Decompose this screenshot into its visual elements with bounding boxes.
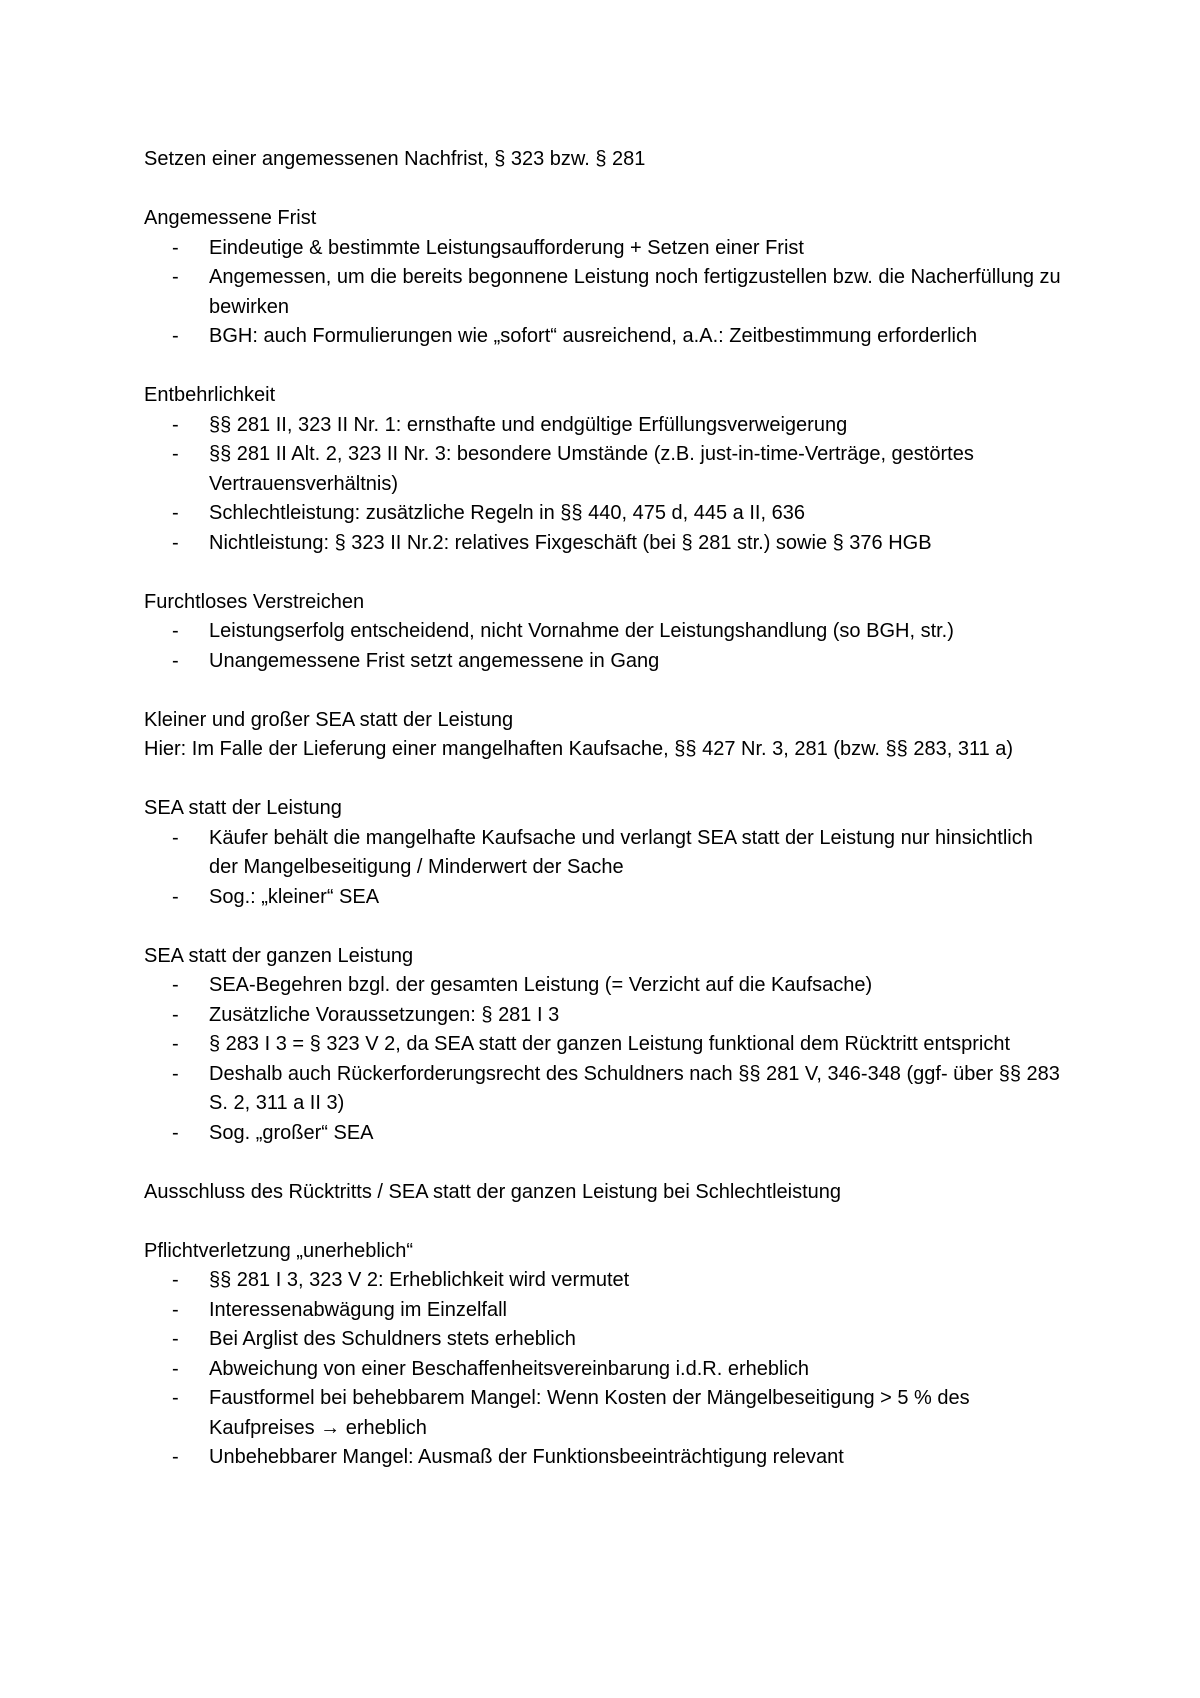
dash-bullet: - bbox=[172, 413, 179, 436]
dash-bullet: - bbox=[172, 1446, 179, 1468]
list-item-text: Faustformel bei behebbarem Mangel: Wenn Kosten der Mängelbeseitigung > 5 % des Kaufpreises → erheblich bbox=[209, 1387, 970, 1439]
dash-bullet: - bbox=[172, 531, 179, 554]
document-page bbox=[144, 145, 1064, 1473]
dash-bullet: - bbox=[172, 1003, 179, 1026]
list-item-text: Abweichung von einer Beschaffenheitsvereinbarung i.d.R. erheblich bbox=[209, 1357, 810, 1380]
bullet-list bbox=[144, 824, 1064, 913]
paragraph-gap bbox=[144, 352, 1064, 382]
paragraph-gap bbox=[144, 1207, 1064, 1237]
list-item bbox=[144, 499, 1064, 529]
bullet-list bbox=[144, 1266, 1064, 1473]
bullet-list bbox=[144, 411, 1064, 559]
dash-bullet: - bbox=[172, 885, 179, 908]
list-item bbox=[144, 1443, 1064, 1473]
list-item-text: Leistungserfolg entscheidend, nicht Vornahme der Leistungshandlung (so BGH, str.) bbox=[209, 620, 954, 642]
dash-bullet: - bbox=[172, 1298, 179, 1321]
list-item-text: Deshalb auch Rückerforderungsrecht des Schuldners nach §§ 281 V, 346-348 (ggf- über §§ 283 S. 2, 311 a II 3) bbox=[209, 1062, 1060, 1114]
list-item-text: Eindeutige & bestimmte Leistungsaufforderung + Setzen einer Frist bbox=[209, 236, 804, 259]
list-item bbox=[144, 263, 1064, 322]
dash-bullet: - bbox=[172, 236, 179, 259]
list-item-text: Unangemessene Frist setzt angemessene in Gang bbox=[209, 649, 660, 672]
dash-bullet: - bbox=[172, 1033, 179, 1055]
list-item-text: Nichtleistung: § 323 II Nr.2: relatives Fixgeschäft (bei § 281 str.) sowie § 376 HGB bbox=[209, 531, 932, 554]
list-item-text: SEA-Begehren bzgl. der gesamten Leistung (= Verzicht auf die Kaufsache) bbox=[209, 974, 873, 996]
list-item bbox=[144, 1355, 1064, 1385]
dash-bullet: - bbox=[172, 443, 179, 465]
list-item-text: Unbehebbarer Mangel: Ausmaß der Funktionsbeeinträchtigung relevant bbox=[209, 1446, 844, 1468]
list-item bbox=[144, 647, 1064, 677]
dash-bullet: - bbox=[172, 1357, 179, 1380]
section-heading: SEA statt der ganzen Leistung bbox=[144, 944, 414, 967]
section-heading: Entbehrlichkeit bbox=[144, 384, 276, 406]
list-item-text: BGH: auch Formulierungen wie „sofort“ ausreichend, a.A.: Zeitbestimmung erforderlich bbox=[209, 325, 978, 347]
list-item bbox=[144, 322, 1064, 352]
dash-bullet: - bbox=[172, 649, 179, 672]
dash-bullet: - bbox=[172, 1269, 179, 1291]
list-item bbox=[144, 440, 1064, 499]
bullet-list bbox=[144, 234, 1064, 352]
paragraph-gap bbox=[144, 912, 1064, 942]
dash-bullet: - bbox=[172, 826, 179, 849]
section-heading: Furchtloses Verstreichen bbox=[144, 590, 365, 613]
bullet-list bbox=[144, 971, 1064, 1148]
list-item-text: Angemessen, um die bereits begonnene Leistung noch fertigzustellen bzw. die Nacherfüllung zu bewirken bbox=[209, 266, 1061, 318]
dash-bullet: - bbox=[172, 502, 179, 524]
list-item bbox=[144, 1060, 1064, 1119]
paragraph-gap bbox=[144, 676, 1064, 706]
dash-bullet: - bbox=[172, 974, 179, 996]
section-heading: Pflichtverletzung „unerheblich“ bbox=[144, 1239, 414, 1262]
dash-bullet: - bbox=[172, 620, 179, 642]
dash-bullet: - bbox=[172, 266, 179, 288]
paragraph-gap bbox=[144, 765, 1064, 795]
list-item bbox=[144, 529, 1064, 559]
list-item-text: Sog.: „kleiner“ SEA bbox=[209, 885, 380, 908]
list-item bbox=[144, 234, 1064, 264]
list-item bbox=[144, 1296, 1064, 1326]
list-item bbox=[144, 411, 1064, 441]
section-heading: SEA statt der Leistung bbox=[144, 797, 342, 819]
list-item bbox=[144, 1001, 1064, 1031]
dash-bullet: - bbox=[172, 1328, 179, 1350]
section-heading: Ausschluss des Rücktritts / SEA statt der ganzen Leistung bei Schlechtleistung bbox=[144, 1180, 842, 1203]
paragraph-gap bbox=[144, 175, 1064, 205]
list-item bbox=[144, 824, 1064, 883]
list-item-text: Käufer behält die mangelhafte Kaufsache und verlangt SEA statt der Leistung nur hinsichtlich der Mangelbeseitigung / Minderwert der Sache bbox=[209, 826, 1033, 878]
list-item bbox=[144, 1119, 1064, 1149]
dash-bullet: - bbox=[172, 325, 179, 347]
section-heading: Hier: Im Falle der Lieferung einer mangelhaften Kaufsache, §§ 427 Nr. 3, 281 (bzw. §§ 283, 311 a) bbox=[144, 738, 1014, 760]
list-item bbox=[144, 1384, 1064, 1443]
section-heading: Kleiner und großer SEA statt der Leistung bbox=[144, 708, 514, 731]
list-item-text: Bei Arglist des Schuldners stets erheblich bbox=[209, 1328, 576, 1350]
paragraph-gap bbox=[144, 558, 1064, 588]
section-heading: Angemessene Frist bbox=[144, 207, 317, 229]
list-item bbox=[144, 883, 1064, 913]
list-item-text: § 283 I 3 = § 323 V 2, da SEA statt der ganzen Leistung funktional dem Rücktritt entspricht bbox=[209, 1033, 1011, 1055]
list-item-text: §§ 281 II, 323 II Nr. 1: ernsthafte und endgültige Erfüllungsverweigerung bbox=[209, 413, 848, 436]
paragraph-gap bbox=[144, 1148, 1064, 1178]
list-item bbox=[144, 1266, 1064, 1296]
list-item bbox=[144, 971, 1064, 1001]
list-item-text: §§ 281 II Alt. 2, 323 II Nr. 3: besondere Umstände (z.B. just-in-time-Verträge, gestörtes Vertrauensverhältnis) bbox=[209, 443, 974, 495]
list-item bbox=[144, 1030, 1064, 1060]
list-item-text: Sog. „großer“ SEA bbox=[209, 1121, 374, 1144]
dash-bullet: - bbox=[172, 1387, 179, 1409]
list-item bbox=[144, 617, 1064, 647]
dash-bullet: - bbox=[172, 1121, 179, 1144]
dash-bullet: - bbox=[172, 1062, 179, 1085]
list-item-text: Zusätzliche Voraussetzungen: § 281 I 3 bbox=[209, 1003, 560, 1026]
section-heading: Setzen einer angemessenen Nachfrist, § 323 bzw. § 281 bbox=[144, 148, 646, 170]
list-item bbox=[144, 1325, 1064, 1355]
list-item-text: §§ 281 I 3, 323 V 2: Erheblichkeit wird vermutet bbox=[209, 1269, 630, 1291]
bullet-list bbox=[144, 617, 1064, 676]
list-item-text: Schlechtleistung: zusätzliche Regeln in §§ 440, 475 d, 445 a II, 636 bbox=[209, 502, 805, 524]
list-item-text: Interessenabwägung im Einzelfall bbox=[209, 1298, 507, 1321]
